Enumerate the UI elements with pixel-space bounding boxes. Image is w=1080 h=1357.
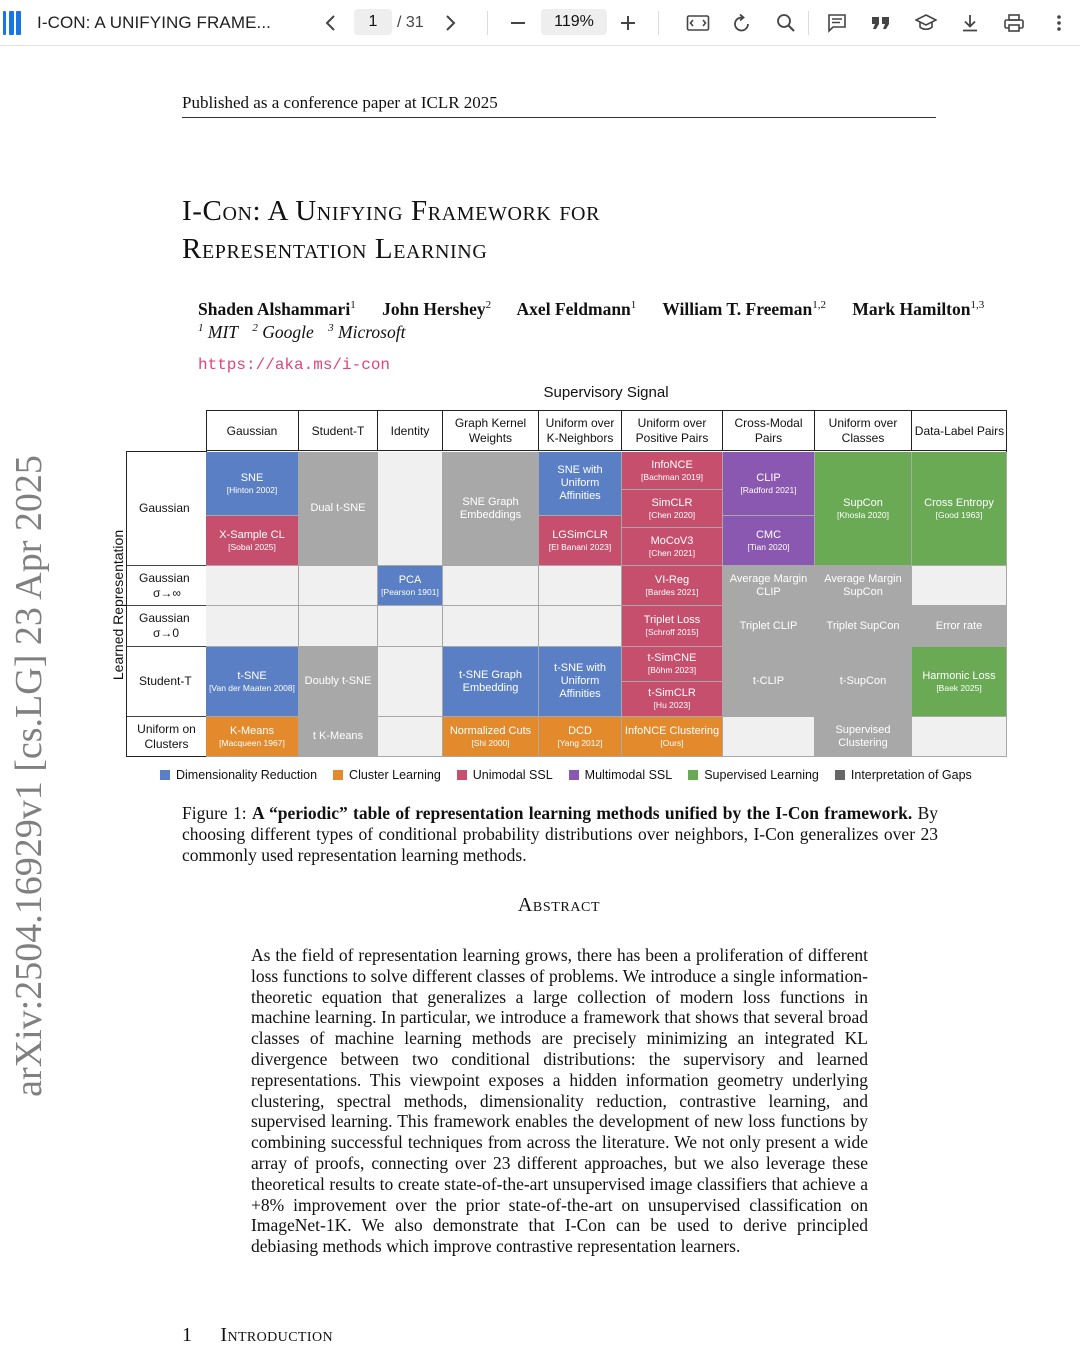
author: Shaden Alshammari$^1$ <box>198 299 356 319</box>
more-vertical-icon <box>1056 13 1062 33</box>
method-name: PCA <box>398 573 422 586</box>
previous-page-button[interactable] <box>314 0 348 46</box>
project-link[interactable]: https://aka.ms/i-con <box>198 356 391 374</box>
fit-to-page-icon <box>686 14 710 32</box>
empty-cell <box>378 717 443 757</box>
method-cell <box>622 452 723 490</box>
empty-cell <box>378 647 443 717</box>
method-cell <box>723 566 815 606</box>
method-citation: [Pearson 1901] <box>381 586 439 597</box>
method-name: LGSimCLR <box>552 528 608 541</box>
row-header: Student-T <box>127 647 206 717</box>
method-name: Cross Entropy <box>924 496 994 509</box>
author-list <box>198 299 1006 320</box>
author: John Hershey$^2$ <box>382 299 492 319</box>
method-cell <box>815 606 912 647</box>
method-name: Doubly t-SNE <box>304 675 372 687</box>
column-header: Gaussian <box>206 411 299 451</box>
method-cell <box>622 566 723 606</box>
method-name: Dual t-SNE <box>310 502 366 514</box>
print-icon <box>1003 13 1025 33</box>
column-header: Cross-Modal Pairs <box>723 411 815 451</box>
method-cell <box>815 647 912 717</box>
conference-header: Published as a conference paper at ICLR 2025 <box>182 93 936 118</box>
method-cell <box>622 717 723 757</box>
chevron-left-icon <box>324 14 338 32</box>
app-logo <box>0 0 24 46</box>
method-cell <box>622 606 723 647</box>
method-citation: [Hinton 2002] <box>226 484 278 495</box>
chevron-right-icon <box>443 14 457 32</box>
legend-item: Dimensionality Reduction <box>160 768 317 782</box>
column-header: Student-T <box>299 411 378 451</box>
figure-legend <box>160 768 988 782</box>
method-citation: [Chen 2021] <box>648 547 696 558</box>
method-cell <box>622 490 723 528</box>
empty-cell <box>378 606 443 647</box>
method-citation: [Radford 2021] <box>740 484 797 495</box>
method-cell <box>206 647 299 717</box>
search-button[interactable] <box>769 0 803 46</box>
affiliation: $^3$ Microsoft <box>328 322 406 342</box>
row-header: Gaussian σ→0 <box>127 606 206 647</box>
rotate-button[interactable] <box>725 0 759 46</box>
method-citation: [Ours] <box>660 737 684 748</box>
quote-icon <box>871 15 891 31</box>
method-name: Triplet CLIP <box>739 619 798 632</box>
zoom-out-button[interactable] <box>501 0 535 46</box>
method-name: t K-Means <box>312 730 364 742</box>
abstract-heading: Abstract <box>517 894 601 916</box>
method-cell <box>539 516 622 566</box>
method-name: t-SupCon <box>839 675 887 687</box>
method-name: InfoNCE <box>651 458 693 471</box>
method-name: t-SNE <box>237 669 267 682</box>
more-options-button[interactable] <box>1042 0 1076 46</box>
zoom-level-input[interactable]: 119% <box>541 9 607 35</box>
method-name: t-SNE with Uniform Affinities <box>554 662 606 700</box>
method-name: SimCLR <box>651 496 693 509</box>
method-citation: [Hu 2023] <box>653 700 691 710</box>
method-name: MoCoV3 <box>650 534 694 547</box>
author: Mark Hamilton$^{1,3}$ <box>852 299 985 319</box>
method-citation: [Macqueen 1967] <box>219 737 285 748</box>
method-name: X-Sample CL <box>219 528 285 541</box>
download-button[interactable] <box>953 0 987 46</box>
method-citation: [Khosla 2020] <box>837 509 889 520</box>
method-name: Average Margin CLIP <box>729 572 808 598</box>
comment-button[interactable] <box>820 0 854 46</box>
method-citation: [Bardes 2021] <box>645 586 699 597</box>
method-name: Harmonic Loss <box>922 669 996 682</box>
method-cell <box>378 566 443 606</box>
empty-cell <box>539 606 622 647</box>
method-name: t-SimCNE <box>647 652 697 664</box>
method-name: SupCon <box>843 496 883 509</box>
empty-cell <box>912 566 1007 606</box>
y-axis-title: Learned Representation <box>110 529 127 680</box>
method-cell <box>622 647 723 682</box>
method-cell <box>539 717 622 757</box>
method-cell <box>299 717 378 757</box>
rotate-icon <box>731 12 753 34</box>
legend-item: Multimodal SSL <box>569 768 673 782</box>
method-cell <box>443 452 539 566</box>
section-heading: 1 Introduction <box>182 1324 333 1346</box>
method-cell <box>443 717 539 757</box>
method-name: VI-Reg <box>654 573 690 586</box>
page-number-input[interactable]: 1 <box>354 9 392 35</box>
affiliation: $^2$ Google <box>252 322 314 342</box>
pdf-toolbar <box>0 0 1080 46</box>
method-cell <box>815 452 912 566</box>
column-header: Uniform over Positive Pairs <box>622 411 723 451</box>
method-name: t-SNE Graph Embedding <box>459 668 522 694</box>
method-citation: [Sobal 2025] <box>228 541 276 552</box>
method-citation: [Schroff 2015] <box>645 627 699 637</box>
legend-swatch <box>688 770 698 780</box>
method-citation: [Tian 2020] <box>747 541 790 552</box>
legend-swatch <box>160 770 170 780</box>
method-cell <box>299 647 378 717</box>
method-cell <box>443 647 539 717</box>
method-cell <box>206 717 299 757</box>
method-name: DCD <box>568 724 592 737</box>
legend-swatch <box>333 770 343 780</box>
legend-item: Supervised Learning <box>688 768 819 782</box>
method-name: InfoNCE Clustering <box>624 724 720 737</box>
method-name: Triplet SupCon <box>826 619 900 632</box>
empty-cell <box>912 717 1007 757</box>
method-name: Supervised Clustering <box>835 723 891 749</box>
affiliation: $^1$ MIT <box>198 322 239 342</box>
method-citation: [Yang 2012] <box>557 737 603 748</box>
method-cell <box>815 717 912 757</box>
method-name: Triplet Loss <box>643 614 701 626</box>
empty-cell <box>539 566 622 606</box>
empty-cell <box>206 566 299 606</box>
column-header: Data-Label Pairs <box>914 423 1005 438</box>
method-name: CMC <box>755 528 782 541</box>
method-citation: [El Banani 2023] <box>548 541 612 552</box>
figure-caption: Figure 1: A “periodic” table of representation learning methods unified by the I-Con framework. By choosing different types of conditional probability distributions over neighbors, I-Con generalizes over 23 commonly used representation learning methods. <box>182 803 939 865</box>
method-cell <box>815 566 912 606</box>
method-cell <box>539 647 622 717</box>
extension-button[interactable] <box>909 0 943 46</box>
method-cell <box>912 647 1007 717</box>
method-name: SNE <box>240 471 264 484</box>
method-name: Normalized Cuts <box>449 724 532 737</box>
method-cell <box>723 452 815 516</box>
method-citation: [Chen 2020] <box>648 509 696 520</box>
row-header: Uniform on Clusters <box>137 722 196 751</box>
method-cell <box>912 452 1007 566</box>
legend-item: Unimodal SSL <box>457 768 553 782</box>
author: Axel Feldmann$^1$ <box>516 299 637 319</box>
legend-swatch <box>457 770 467 780</box>
print-button[interactable] <box>997 0 1031 46</box>
column-header: Uniform over K-Neighbors <box>539 411 622 451</box>
empty-cell <box>723 717 815 757</box>
arxiv-stamp: arXiv:2504.16929v1 [cs.LG] 23 Apr 2025 <box>7 455 50 1097</box>
zoom-in-button[interactable] <box>611 0 645 46</box>
method-cell <box>206 452 299 516</box>
x-axis-title: Supervisory Signal <box>543 384 669 401</box>
method-cell <box>723 606 815 647</box>
method-citation: [Böhm 2023] <box>647 665 697 675</box>
method-citation: [Bachman 2019] <box>641 471 703 482</box>
mortarboard-icon <box>915 13 937 33</box>
method-name: t-SimCLR <box>648 687 696 699</box>
plus-icon <box>619 14 637 32</box>
next-page-button[interactable] <box>433 0 467 46</box>
quote-button[interactable] <box>864 0 898 46</box>
method-cell <box>299 452 378 566</box>
empty-cell <box>443 566 539 606</box>
method-name: SNE Graph Embeddings <box>459 495 522 521</box>
method-name: CLIP <box>756 471 781 484</box>
row-header: Gaussian σ→∞ <box>127 566 206 606</box>
column-header: Uniform over Classes <box>815 411 912 451</box>
legend-swatch <box>835 770 845 780</box>
method-citation: [Van der Maaten 2008] <box>209 682 295 693</box>
legend-item: Cluster Learning <box>333 768 441 782</box>
method-name: Average Margin SupCon <box>824 572 902 598</box>
method-citation: [Good 1963] <box>935 509 983 520</box>
title-line-2: Representation Learning <box>182 233 488 265</box>
method-cell <box>622 682 723 717</box>
abstract-body: As the field of representation learning grows, there has been a proliferation of different loss functions to solve different classes of problems. We introduce a single information-theoretic equation that generalizes a large collection of modern loss functions in machine learning. In particular, we introduce a framework that shows that several broad classes of machine learning methods are precisely minimizing an integrated KL divergence between two conditional distributions: the supervisory and learned representations. This viewpoint exposes a hidden information geometry underlying clustering, spectral methods, dimensionality reduction, contrastive learning, and supervised learning. This framework enables the development of new loss functions by combining successful techniques from across the literature. We not only present a wide array of proofs, connecting over 23 different approaches, but we also leverage these theoretical results to create state-of-the-art unsupervised image classifiers that achieve a +8% improvement over the prior state-of-the-art on unsupervised classification on ImageNet-1K. We also demonstrate that I-Con can be used to derive principled debiasing methods which improve contrastive representation learners. <box>251 945 868 1257</box>
document-title: I-CON: A UNIFYING FRAME... <box>37 13 272 32</box>
method-name: K-Means <box>229 724 275 737</box>
paper-title <box>182 192 600 268</box>
download-icon <box>960 13 980 33</box>
author: William T. Freeman$^{1,2}$ <box>662 299 826 319</box>
empty-cell <box>378 452 443 566</box>
method-name: SNE with Uniform Affinities <box>557 464 603 502</box>
page-total: / 31 <box>397 14 424 31</box>
comment-icon <box>827 13 847 33</box>
search-icon <box>776 13 796 33</box>
title-line-1: I-Con: A Unifying Framework for <box>182 195 601 227</box>
method-name: Error rate <box>935 619 983 632</box>
method-cell <box>912 606 1007 647</box>
empty-cell <box>299 566 378 606</box>
method-citation: [Shi 2000] <box>471 737 510 748</box>
fit-page-button[interactable] <box>681 0 715 46</box>
method-cell <box>622 528 723 566</box>
column-header: Identity <box>378 411 443 451</box>
empty-cell <box>299 606 378 647</box>
empty-cell <box>206 606 299 647</box>
minus-icon <box>509 14 527 32</box>
method-citation: [Baek 2025] <box>936 682 982 693</box>
method-cell <box>206 516 299 566</box>
column-header: Graph Kernel Weights <box>443 411 539 451</box>
legend-swatch <box>569 770 579 780</box>
affiliations <box>198 322 415 343</box>
method-cell <box>723 647 815 717</box>
legend-item: Interpretation of Gaps <box>835 768 972 782</box>
method-cell <box>539 452 622 516</box>
empty-cell <box>443 606 539 647</box>
row-header: Gaussian <box>127 452 206 566</box>
method-name: t-CLIP <box>752 675 785 687</box>
method-cell <box>723 516 815 566</box>
